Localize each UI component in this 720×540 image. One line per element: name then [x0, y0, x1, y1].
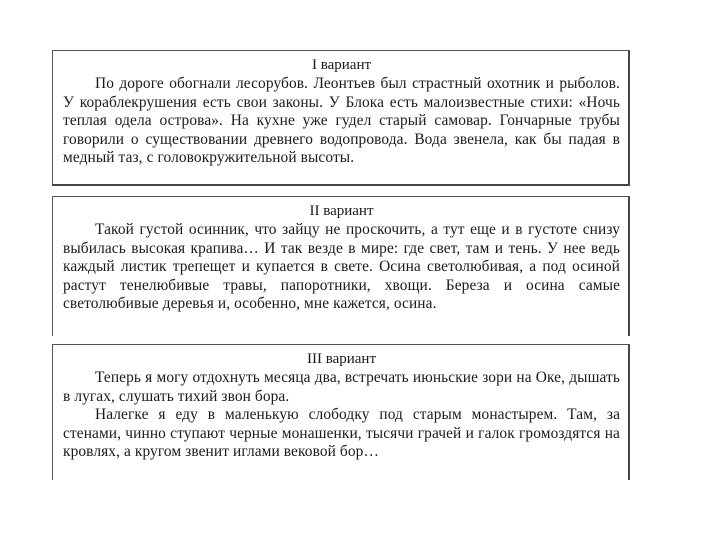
variant-2-paragraph-1: Такой густой осинник, что зайцу не проскочить, а тут еще и в густоте снизу выбилась высокая крапива… И так везде в мире: где свет, там и тень. У нее ведь каждый листик трепещет и купается в свете. Осина светолюбивая, а под осиной растут тенелюбивые травы, папоротники, хвощи. Береза и осина самые светолюбивые деревья и, особенно, мне кажется, осина.	[63, 221, 620, 312]
variant-3-paragraph-2: Налегке я еду в маленькую слободку под старым монастырем. Там, за стенами, чинно ступают черные монашенки, тысячи грачей и галок громоздятся на кровлях, а кругом звенит иглами вековой бор…	[63, 406, 620, 460]
variant-1-title: I вариант	[311, 57, 372, 73]
variant-3-title: III вариант	[306, 351, 377, 367]
variant-3-paragraph-1: Теперь я могу отдохнуть месяца два, встречать июньские зори на Оке, дышать в лугах, слушать тихий звон бора.	[63, 369, 620, 405]
variant-2-box	[52, 196, 630, 336]
variant-1-box	[52, 50, 630, 186]
variant-1-paragraph-1: По дороге обогнали лесорубов. Леонтьев был страстный охотник и рыболов. У кораблекрушения есть свои законы. У Блока есть малоизвестные стихи: «Ночь теплая одела острова». На кухне уже гудел старый самовар. Гончарные трубы говорили о существовании древнего водопровода. Вода звенела, как бы падая в медный таз, с головокружительной высоты.	[63, 75, 620, 166]
variant-2-title: II вариант	[309, 203, 374, 219]
variant-3-box	[52, 344, 630, 480]
